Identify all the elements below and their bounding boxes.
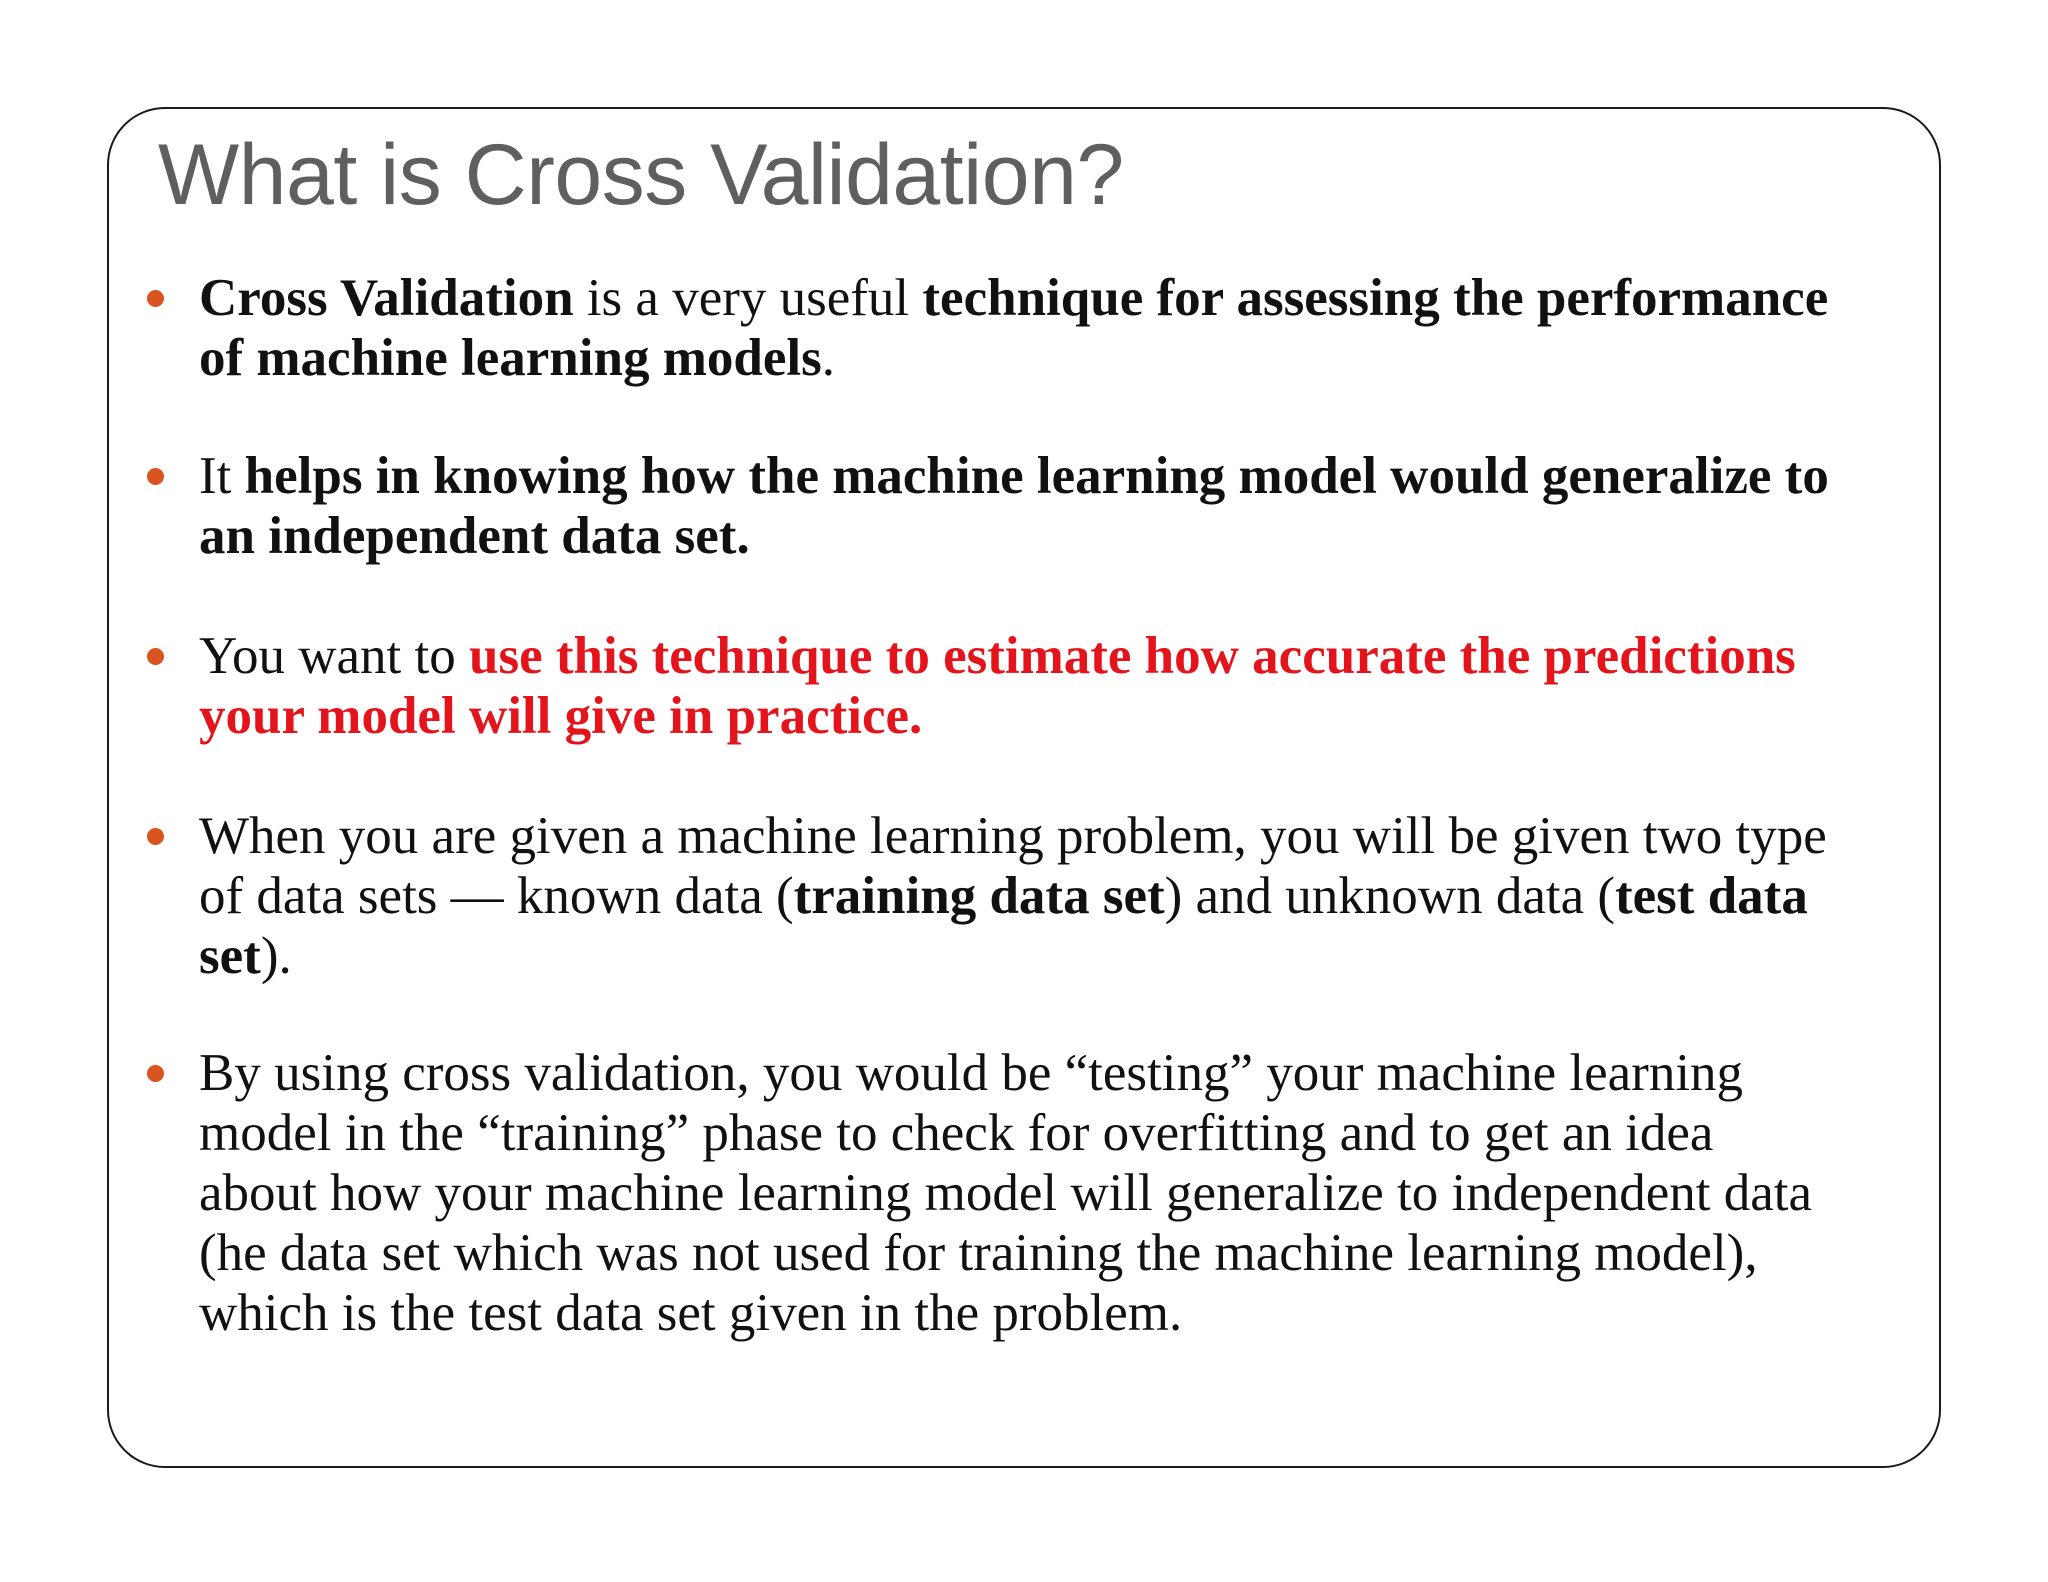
bullet-item-cross-validation-definition — [199, 268, 1839, 388]
bullet-text: is a very useful — [573, 269, 923, 327]
term-test-data-set: test data set — [199, 867, 1808, 985]
bullet-emphasis: technique for assessing the performance of machine learning models — [199, 269, 1829, 387]
bullet-text: ). — [260, 927, 292, 985]
slide-title: What is Cross Validation? — [158, 127, 1124, 223]
bullet-highlight-red: use this technique to estimate how accurate the predictions your model will give in practice. — [199, 627, 1796, 745]
bullet-dot-icon — [147, 648, 164, 665]
bullet-text: You want to — [199, 627, 469, 685]
bullet-dot-icon — [147, 1065, 164, 1082]
term-training-data-set: training data set — [793, 867, 1165, 925]
bullet-dot-icon — [147, 468, 164, 485]
term-cross-validation: Cross Validation — [199, 269, 574, 327]
bullet-dot-icon — [147, 828, 164, 845]
bullet-item-estimate-accuracy — [199, 626, 1839, 746]
bullet-item-data-sets — [199, 806, 1839, 986]
bullet-item-generalization — [199, 446, 1839, 566]
bullet-item-testing-in-training — [199, 1043, 1839, 1343]
bullet-text: ) and unknown data ( — [1164, 867, 1615, 925]
bullet-text: When you are given a machine learning problem, you will be given two type of data sets — known data ( — [199, 807, 1827, 925]
bullet-emphasis: helps in knowing how the machine learning model would generalize to an independent data set. — [199, 447, 1829, 565]
bullet-text: By using cross validation, you would be “testing” your machine learning model in the “training” phase to check for overfitting and to get an idea about how your machine learning model will generalize to independent data (he data set which was not used for training the machine learning model), which is the test data set given in the problem. — [199, 1044, 1813, 1342]
bullet-dot-icon — [147, 290, 164, 307]
bullet-text: . — [821, 329, 835, 387]
bullet-text: It — [199, 447, 245, 505]
